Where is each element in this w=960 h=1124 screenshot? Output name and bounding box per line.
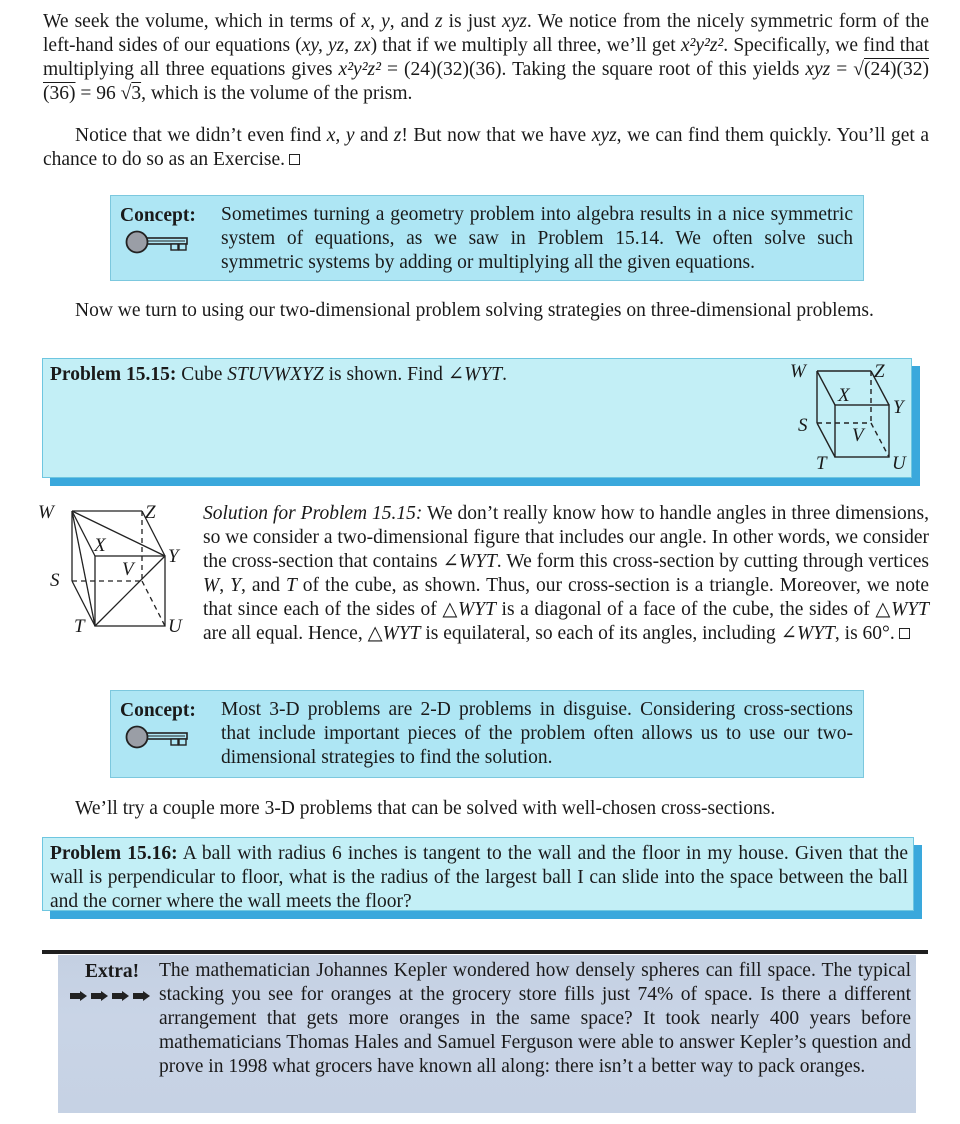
concept-box-2 [110,690,864,778]
text: of the cube, as shown. Thus, our cross-section is a triangle. Moreover, we note that since each of the sides of △ [203,575,930,620]
concept-text: Sometimes turning a geometry problem into algebra results in a nice symmetric system of equations, as we saw in Problem 15.14. We often solve such symmetric systems by adding or multiplying all the given equations. [221,204,853,273]
vertex-label-u: U [892,453,906,474]
key-icon [125,725,195,751]
arrows-icon [68,989,158,1003]
text: Cube [176,364,228,385]
text: , and [240,575,286,596]
var-pairs: xy, yz, zx [301,35,371,56]
triangle-name: WYT [382,623,421,644]
vertex-label-w: W [790,361,806,382]
vertex-label-t: T [74,616,85,637]
vertex-label-t: T [816,453,827,474]
vertex-label-z: Z [145,502,156,523]
text: , [370,11,382,32]
vertex-label-v: V [852,425,864,446]
triangle-name: WYT [458,599,496,620]
problem-box-15-16 [42,837,914,911]
var-z: z [393,125,402,146]
vertex-name: Y [230,575,241,596]
problem-box-15-15 [42,358,912,478]
problem-text [50,842,908,914]
text: , which is the volume of the prism. [141,83,413,104]
concept-box-1 [110,195,864,281]
vertex-label-u: U [168,616,182,637]
text: = 96 √ [75,83,132,104]
problem-label: Problem 15.15: [50,364,177,385]
intro-paragraph-1 [43,10,929,106]
text: are all equal. Hence, △ [203,623,383,644]
text: We don’t really know how to handle angles in three dimensions, so we consider a two-dimensional figure that includes our angle. In other words, we consider the cross-section that contains ∠ [203,503,930,572]
triangle-name: WYT [891,599,929,620]
vertex-label-x: X [838,385,850,406]
problem-label: Problem 15.16: [50,843,178,864]
vertex-label-y: Y [168,546,179,567]
text: ! But now that we have [401,125,592,146]
vertex-label-s: S [798,415,808,436]
extra-label: Extra! [85,961,140,982]
angle-name: WYT [464,364,503,385]
vertex-name: T [285,575,297,596]
text: . Specifically, we find that multiplying all three equations gives [43,35,929,80]
text: A ball with radius 6 inches is tangent to the wall and the floor in my house. Given that the wall is perpendicular to floor, what is the radius of the largest ball I can slide into the space between the ball and the corner where the wall meets the floor? [50,843,908,912]
figure-spacer [43,502,203,646]
text: = √ [830,59,865,80]
text: . [502,364,507,385]
radicand: 3 [131,83,142,104]
vertex-label-x: X [94,535,106,556]
var-xyz: xyz [501,11,527,32]
var-xyz: xyz [805,59,831,80]
text: , is 60°. [834,623,895,644]
concept-label: Concept: [120,700,196,721]
vertex-label-y: Y [893,397,904,418]
expr-product: x²y²z² [680,35,724,56]
text: Now we turn to using our two-dimensional problem solving strategies on three-dimensional problems. [75,300,874,321]
qed-icon [899,628,910,639]
solution-label: Solution for Problem 15.15: [203,503,423,524]
vertex-label-s: S [50,570,60,591]
cube-figure [788,361,908,477]
qed-icon [289,154,300,165]
var-x: x [361,11,371,32]
text: , we can find them quickly. You’ll get a chance to do so as an Exercise. [43,125,930,170]
var-xy: x, y [326,125,355,146]
angle-name: WYT [458,551,497,572]
var-y: y [381,11,390,32]
text: Notice that we didn’t even find [75,125,327,146]
var-xyz: xyz [591,125,617,146]
text: is equilateral, so each of its angles, including ∠ [420,623,797,644]
text: , and [389,11,435,32]
extra-divider [42,950,928,954]
concept-text: Most 3-D problems are 2-D problems in disguise. Considering cross-sections that include important pieces of the problem often allows us to use our two-dimensional strategies to find the solution. [221,699,853,768]
vertex-label-z: Z [874,361,885,382]
text: ) that if we multiply all three, we’ll get [370,35,681,56]
intro-paragraph-2 [43,124,929,172]
text: = (24)(32)(36). Taking the square root of this yields [380,59,806,80]
key-icon [125,230,195,256]
text: , [219,575,231,596]
vertex-label-v: V [122,559,134,580]
extra-box [58,955,916,1113]
solution-paragraph [43,502,929,646]
cube-name: STUVWXYZ [227,364,324,385]
text: . We notice from the nicely symmetric form of the left-hand sides of our equations ( [43,11,930,56]
vertex-name: W [203,575,220,596]
vertex-label-w: W [38,502,54,523]
text: and [354,125,394,146]
text: We seek the volume, which in terms of [43,11,362,32]
concept-label: Concept: [120,205,196,226]
text: is just [442,11,502,32]
transition-paragraph-2 [43,797,929,821]
transition-paragraph-1 [43,299,929,323]
text: . We form this cross-section by cutting through vertices [496,551,929,572]
angle-name: WYT [796,623,835,644]
problem-text [50,363,750,387]
extra-text: The mathematician Johannes Kepler wondered how densely spheres can fill space. The typical stacking you see for oranges at the grocery store fills just 74% of space. Is there a different arrangement that gets more oranges in the same space? It took nearly 400 years before mathematicians Thomas Hales and Samuel Ferguson were able to answer Kepler’s question and prove in 1998 what grocers have known all along: there isn’t a better way to pack oranges. [159,960,911,1077]
text: is shown. Find ∠ [323,364,465,385]
expr-product: x²y²z² [338,59,381,80]
text: is a diagonal of a face of the cube, the sides of △ [495,599,892,620]
radicand: (24)(32)(36) [43,59,929,104]
var-z: z [434,11,443,32]
text: We’ll try a couple more 3-D problems that can be solved with well-chosen cross-sections. [75,798,776,819]
